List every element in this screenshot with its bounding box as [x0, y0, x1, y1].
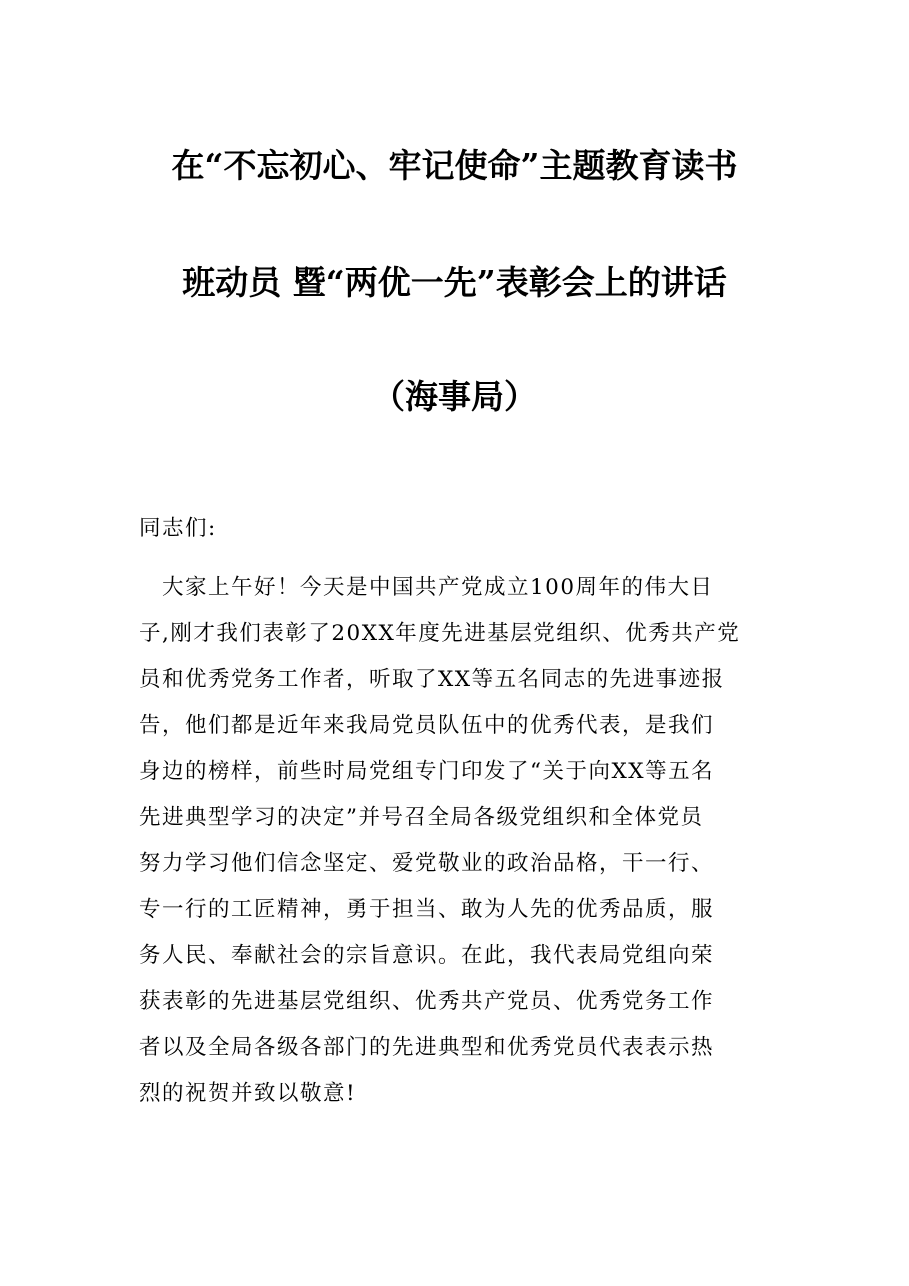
- paragraph-line: 务人民、奉献社会的宗旨意识。在此，我代表局党组向荣: [139, 943, 715, 968]
- salutation: 同志们:: [139, 516, 217, 541]
- paragraph-line: 身边的榜样，前些时局党组专门印发了“关于向XX等五名: [139, 759, 715, 784]
- title-line-3: （海事局）: [372, 377, 537, 416]
- title-line-1: 在“不忘初心、牢记使命”主题教育读书: [171, 146, 738, 185]
- paragraph-line: 专一行的工匠精神，勇于担当、敢为人先的优秀品质，服: [139, 897, 715, 922]
- title-line-2: 班动员 暨“两优一先”表彰会上的讲话: [182, 263, 727, 302]
- paragraph-line: 大家上午好！今天是中国共产党成立100周年的伟大日: [139, 575, 714, 600]
- paragraph-line: 告，他们都是近年来我局党员队伍中的优秀代表，是我们: [139, 713, 715, 738]
- paragraph-line: 先进典型学习的决定”并号召全局各级党组织和全体党员: [139, 805, 704, 830]
- paragraph-line: 烈的祝贺并致以敬意!: [139, 1081, 357, 1106]
- paragraph-line: 努力学习他们信念坚定、爱党敬业的政治品格，干一行、: [139, 851, 715, 876]
- paragraph-line: 获表彰的先进基层党组织、优秀共产党员、优秀党务工作: [139, 989, 715, 1014]
- body-paragraph: [139, 572, 779, 1132]
- paragraph-line: 子,刚才我们表彰了20XX年度先进基层党组织、优秀共产党: [139, 621, 741, 646]
- paragraph-line: 者以及全局各级各部门的先进典型和优秀党员代表表示热: [139, 1035, 715, 1060]
- paragraph-line: 员和优秀党务工作者，听取了XX等五名同志的先进事迹报: [139, 667, 725, 692]
